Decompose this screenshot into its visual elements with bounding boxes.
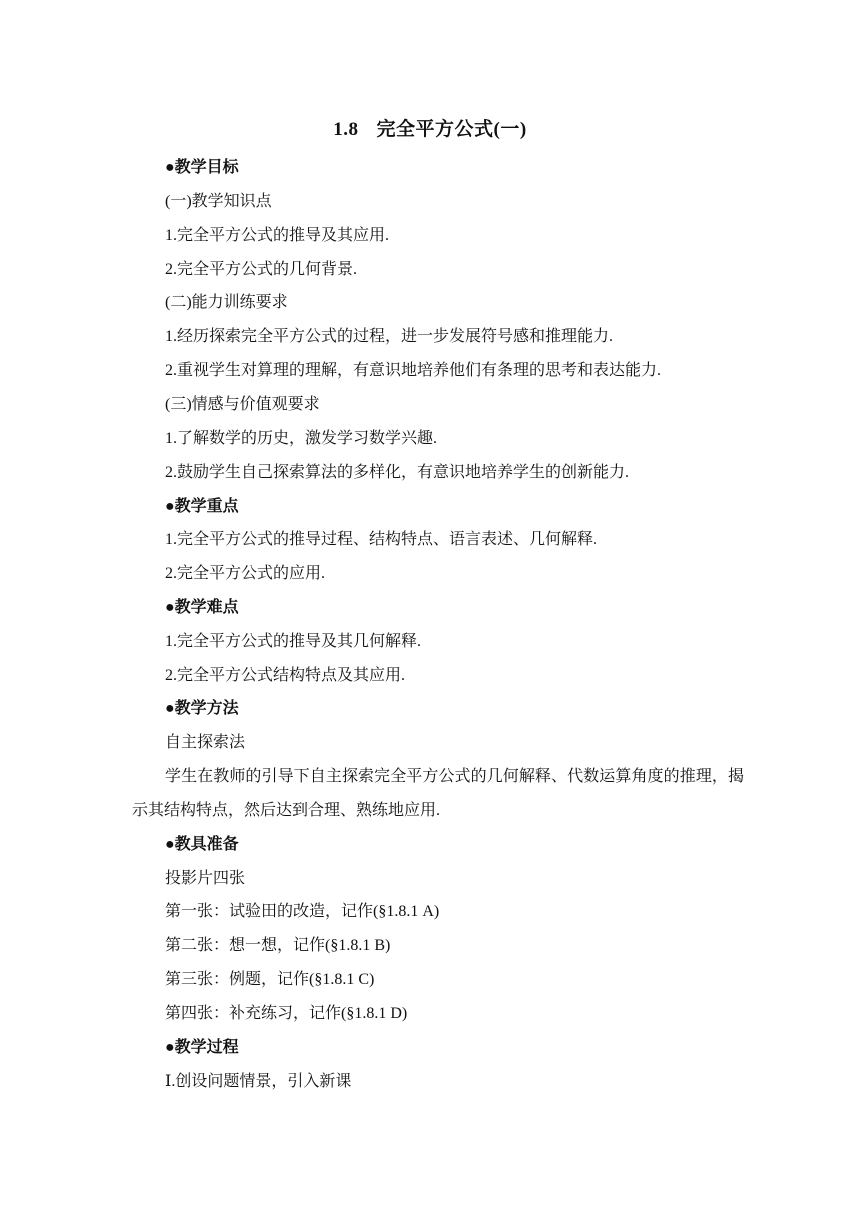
section-heading-goals: ●教学目标 xyxy=(165,159,239,176)
list-item: 第四张：补充练习，记作(§1.8.1 D) xyxy=(165,1005,408,1022)
list-item: 1.完全平方公式的推导及其应用. xyxy=(165,227,390,244)
page-title xyxy=(0,114,860,141)
list-item: Ⅰ.创设问题情景，引入新课 xyxy=(165,1073,352,1090)
list-item: 2.鼓励学生自己探索算法的多样化，有意识地培养学生的创新能力. xyxy=(165,464,630,481)
subheading-emotion: (三)情感与价值观要求 xyxy=(165,396,320,413)
list-item: 第一张：试验田的改造，记作(§1.8.1 A) xyxy=(165,903,440,920)
subheading-ability: (二)能力训练要求 xyxy=(165,294,288,311)
tools-intro: 投影片四张 xyxy=(165,870,246,887)
section-heading-difficulties: ●教学难点 xyxy=(165,599,239,616)
list-item: 2.重视学生对算理的理解，有意识地培养他们有条理的思考和表达能力. xyxy=(165,362,662,379)
method-description: 学生在教师的引导下自主探索完全平方公式的几何解释、代数运算角度的推理，揭示其结构特点，然后达到合理、熟练地应用. xyxy=(132,768,744,819)
section-heading-key-points: ●教学重点 xyxy=(165,498,239,515)
list-item: 第二张：想一想，记作(§1.8.1 B) xyxy=(165,937,391,954)
list-item: 1.经历探索完全平方公式的过程，进一步发展符号感和推理能力. xyxy=(165,328,614,345)
section-heading-method: ●教学方法 xyxy=(165,700,239,717)
list-item: 第三张：例题，记作(§1.8.1 C) xyxy=(165,971,375,988)
method-name: 自主探索法 xyxy=(165,734,246,751)
list-item: 2.完全平方公式的应用. xyxy=(165,565,326,582)
list-item: 2.完全平方公式结构特点及其应用. xyxy=(165,667,406,684)
title-text: 完全平方公式(一) xyxy=(376,119,527,140)
section-heading-process: ●教学过程 xyxy=(165,1039,239,1056)
subheading-knowledge: (一)教学知识点 xyxy=(165,193,272,210)
list-item: 1.了解数学的历史，激发学习数学兴趣. xyxy=(165,430,438,447)
title-number: 1.8 xyxy=(333,119,359,140)
section-heading-tools: ●教具准备 xyxy=(165,836,239,853)
list-item: 2.完全平方公式的几何背景. xyxy=(165,261,358,278)
list-item: 1.完全平方公式的推导过程、结构特点、语言表述、几何解释. xyxy=(165,531,598,548)
list-item: 1.完全平方公式的推导及其几何解释. xyxy=(165,633,422,650)
